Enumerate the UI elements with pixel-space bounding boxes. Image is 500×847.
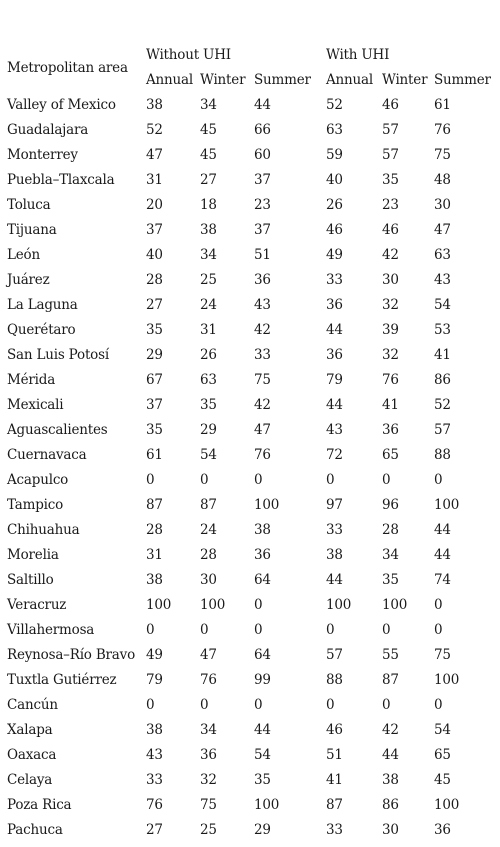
value-cell: 25	[200, 822, 217, 838]
value-cell: 38	[254, 522, 271, 538]
header-group-without-uhi: Without UHI	[146, 47, 231, 63]
value-cell: 100	[434, 497, 460, 513]
value-cell: 0	[434, 597, 443, 613]
value-cell: 54	[200, 447, 217, 463]
value-cell: 27	[200, 172, 217, 188]
value-cell: 30	[200, 572, 217, 588]
value-cell: 36	[254, 547, 271, 563]
value-cell: 36	[200, 747, 217, 763]
table-row	[7, 443, 496, 468]
table-row	[7, 793, 496, 818]
area-name-cell: Cuernavaca	[7, 447, 87, 463]
area-name-cell: Guadalajara	[7, 122, 89, 138]
value-cell: 45	[200, 147, 217, 163]
area-name-cell: Monterrey	[7, 147, 78, 163]
table-row	[7, 93, 496, 118]
value-cell: 86	[382, 797, 399, 813]
value-cell: 33	[254, 347, 271, 363]
value-cell: 42	[382, 247, 399, 263]
area-name-cell: Xalapa	[7, 722, 53, 738]
value-cell: 0	[200, 622, 209, 638]
value-cell: 43	[146, 747, 163, 763]
table-row	[7, 593, 496, 618]
value-cell: 28	[382, 522, 399, 538]
value-cell: 54	[434, 297, 451, 313]
table-row	[7, 243, 496, 268]
value-cell: 63	[326, 122, 343, 138]
value-cell: 37	[146, 222, 163, 238]
value-cell: 29	[254, 822, 271, 838]
area-name-cell: Pachuca	[7, 822, 63, 838]
value-cell: 0	[434, 472, 443, 488]
value-cell: 44	[254, 97, 271, 113]
value-cell: 47	[434, 222, 451, 238]
table-row	[7, 418, 496, 443]
value-cell: 33	[326, 822, 343, 838]
area-name-cell: Mexicali	[7, 397, 64, 413]
value-cell: 42	[382, 722, 399, 738]
table-row	[7, 768, 496, 793]
value-cell: 100	[254, 497, 280, 513]
area-name-cell: La Laguna	[7, 297, 78, 313]
value-cell: 0	[326, 622, 335, 638]
value-cell: 33	[146, 772, 163, 788]
value-cell: 42	[254, 322, 271, 338]
area-name-cell: Saltillo	[7, 572, 54, 588]
value-cell: 0	[434, 622, 443, 638]
value-cell: 54	[434, 722, 451, 738]
table-row	[7, 218, 496, 243]
value-cell: 18	[200, 197, 217, 213]
value-cell: 25	[200, 272, 217, 288]
value-cell: 28	[146, 272, 163, 288]
value-cell: 45	[200, 122, 217, 138]
value-cell: 38	[200, 222, 217, 238]
area-name-cell: Tuxtla Gutiérrez	[7, 672, 117, 688]
value-cell: 52	[434, 397, 451, 413]
value-cell: 88	[434, 447, 451, 463]
table-row	[7, 618, 496, 643]
area-name-cell: Cancún	[7, 697, 58, 713]
value-cell: 45	[434, 772, 451, 788]
value-cell: 0	[254, 597, 263, 613]
area-name-cell: Querétaro	[7, 322, 76, 338]
value-cell: 63	[200, 372, 217, 388]
value-cell: 46	[382, 97, 399, 113]
value-cell: 24	[200, 297, 217, 313]
value-cell: 34	[200, 247, 217, 263]
value-cell: 0	[146, 472, 155, 488]
area-name-cell: Aguascalientes	[7, 422, 108, 438]
value-cell: 34	[200, 722, 217, 738]
value-cell: 32	[382, 297, 399, 313]
value-cell: 27	[146, 297, 163, 313]
value-cell: 44	[382, 747, 399, 763]
value-cell: 74	[434, 572, 451, 588]
value-cell: 46	[382, 222, 399, 238]
value-cell: 61	[146, 447, 163, 463]
area-name-cell: Mérida	[7, 372, 56, 388]
value-cell: 52	[326, 97, 343, 113]
value-cell: 65	[382, 447, 399, 463]
header-sub-cell: Winter	[382, 72, 428, 88]
value-cell: 67	[146, 372, 163, 388]
value-cell: 34	[382, 547, 399, 563]
value-cell: 100	[382, 597, 408, 613]
value-cell: 41	[434, 347, 451, 363]
value-cell: 76	[382, 372, 399, 388]
value-cell: 41	[382, 397, 399, 413]
table-body	[7, 93, 496, 843]
value-cell: 52	[146, 122, 163, 138]
area-name-cell: Valley of Mexico	[7, 97, 116, 113]
value-cell: 57	[434, 422, 451, 438]
value-cell: 0	[254, 697, 263, 713]
value-cell: 100	[434, 797, 460, 813]
value-cell: 38	[326, 547, 343, 563]
table-row	[7, 693, 496, 718]
area-name-cell: Morelia	[7, 547, 59, 563]
value-cell: 0	[146, 622, 155, 638]
area-name-cell: Puebla–Tlaxcala	[7, 172, 115, 188]
value-cell: 32	[200, 772, 217, 788]
area-name-cell: Reynosa–Río Bravo	[7, 647, 136, 663]
value-cell: 61	[434, 97, 451, 113]
value-cell: 76	[254, 447, 271, 463]
value-cell: 35	[382, 572, 399, 588]
value-cell: 0	[254, 472, 263, 488]
value-cell: 43	[254, 297, 271, 313]
area-name-cell: Chihuahua	[7, 522, 80, 538]
table-row	[7, 368, 496, 393]
header-area-label: Metropolitan area	[7, 59, 128, 76]
value-cell: 31	[146, 172, 163, 188]
value-cell: 51	[254, 247, 271, 263]
value-cell: 36	[326, 297, 343, 313]
table-row	[7, 743, 496, 768]
value-cell: 41	[326, 772, 343, 788]
value-cell: 79	[146, 672, 163, 688]
value-cell: 64	[254, 572, 271, 588]
value-cell: 0	[434, 697, 443, 713]
table-row	[7, 168, 496, 193]
value-cell: 75	[200, 797, 217, 813]
table-row	[7, 493, 496, 518]
value-cell: 47	[146, 147, 163, 163]
area-name-cell: Villahermosa	[7, 622, 95, 638]
value-cell: 37	[254, 222, 271, 238]
value-cell: 29	[200, 422, 217, 438]
header-group-with-uhi: With UHI	[326, 47, 390, 63]
value-cell: 47	[200, 647, 217, 663]
value-cell: 100	[326, 597, 352, 613]
value-cell: 87	[146, 497, 163, 513]
table-row	[7, 718, 496, 743]
value-cell: 66	[254, 122, 271, 138]
value-cell: 31	[200, 322, 217, 338]
value-cell: 44	[434, 522, 451, 538]
value-cell: 75	[254, 372, 271, 388]
table-row	[7, 518, 496, 543]
value-cell: 0	[200, 472, 209, 488]
value-cell: 75	[434, 647, 451, 663]
value-cell: 29	[146, 347, 163, 363]
value-cell: 38	[382, 772, 399, 788]
value-cell: 48	[434, 172, 451, 188]
value-cell: 27	[146, 822, 163, 838]
area-name-cell: Tijuana	[7, 222, 57, 238]
uhi-table	[7, 43, 496, 843]
table-row	[7, 543, 496, 568]
value-cell: 44	[326, 572, 343, 588]
table-row	[7, 318, 496, 343]
value-cell: 0	[326, 697, 335, 713]
header-group-row	[7, 43, 496, 68]
value-cell: 23	[382, 197, 399, 213]
area-name-cell: Toluca	[7, 197, 51, 213]
header-sub-cell: Summer	[434, 72, 491, 88]
value-cell: 42	[254, 397, 271, 413]
value-cell: 87	[326, 797, 343, 813]
value-cell: 36	[382, 422, 399, 438]
table-row	[7, 568, 496, 593]
value-cell: 100	[434, 672, 460, 688]
area-name-cell: San Luis Potosí	[7, 347, 109, 363]
value-cell: 43	[434, 272, 451, 288]
value-cell: 0	[382, 697, 391, 713]
value-cell: 63	[434, 247, 451, 263]
table-row	[7, 143, 496, 168]
table-header	[7, 43, 496, 93]
value-cell: 0	[382, 622, 391, 638]
value-cell: 36	[326, 347, 343, 363]
value-cell: 0	[326, 472, 335, 488]
value-cell: 39	[382, 322, 399, 338]
value-cell: 38	[146, 572, 163, 588]
table-row	[7, 193, 496, 218]
value-cell: 34	[200, 97, 217, 113]
value-cell: 49	[146, 647, 163, 663]
value-cell: 65	[434, 747, 451, 763]
value-cell: 37	[146, 397, 163, 413]
value-cell: 87	[200, 497, 217, 513]
area-name-cell: Celaya	[7, 772, 53, 788]
table-row	[7, 118, 496, 143]
value-cell: 96	[382, 497, 399, 513]
value-cell: 36	[434, 822, 451, 838]
table-row	[7, 643, 496, 668]
value-cell: 24	[200, 522, 217, 538]
value-cell: 57	[326, 647, 343, 663]
value-cell: 55	[382, 647, 399, 663]
value-cell: 59	[326, 147, 343, 163]
value-cell: 36	[254, 272, 271, 288]
value-cell: 20	[146, 197, 163, 213]
area-name-cell: Oaxaca	[7, 747, 57, 763]
value-cell: 86	[434, 372, 451, 388]
value-cell: 44	[326, 397, 343, 413]
value-cell: 35	[200, 397, 217, 413]
value-cell: 64	[254, 647, 271, 663]
value-cell: 75	[434, 147, 451, 163]
table-row	[7, 468, 496, 493]
header-sub-cell: Winter	[200, 72, 246, 88]
value-cell: 38	[146, 97, 163, 113]
value-cell: 100	[254, 797, 280, 813]
area-name-cell: Poza Rica	[7, 797, 72, 813]
value-cell: 26	[200, 347, 217, 363]
value-cell: 0	[254, 622, 263, 638]
value-cell: 72	[326, 447, 343, 463]
value-cell: 44	[434, 547, 451, 563]
value-cell: 28	[146, 522, 163, 538]
value-cell: 30	[434, 197, 451, 213]
value-cell: 35	[382, 172, 399, 188]
table-row	[7, 818, 496, 843]
value-cell: 33	[326, 522, 343, 538]
value-cell: 76	[146, 797, 163, 813]
value-cell: 57	[382, 147, 399, 163]
value-cell: 31	[146, 547, 163, 563]
value-cell: 57	[382, 122, 399, 138]
value-cell: 46	[326, 222, 343, 238]
value-cell: 35	[146, 322, 163, 338]
value-cell: 32	[382, 347, 399, 363]
value-cell: 88	[326, 672, 343, 688]
value-cell: 100	[200, 597, 226, 613]
area-name-cell: Juárez	[7, 272, 50, 288]
area-name-cell: Acapulco	[7, 472, 69, 488]
value-cell: 44	[254, 722, 271, 738]
value-cell: 35	[254, 772, 271, 788]
value-cell: 100	[146, 597, 172, 613]
value-cell: 44	[326, 322, 343, 338]
area-name-cell: León	[7, 247, 40, 263]
value-cell: 76	[434, 122, 451, 138]
value-cell: 99	[254, 672, 271, 688]
value-cell: 23	[254, 197, 271, 213]
value-cell: 79	[326, 372, 343, 388]
value-cell: 0	[382, 472, 391, 488]
table-row	[7, 268, 496, 293]
header-sub-cell: Annual	[146, 72, 193, 88]
value-cell: 30	[382, 822, 399, 838]
value-cell: 37	[254, 172, 271, 188]
value-cell: 51	[326, 747, 343, 763]
value-cell: 46	[326, 722, 343, 738]
value-cell: 40	[146, 247, 163, 263]
value-cell: 97	[326, 497, 343, 513]
header-sub-cell: Summer	[254, 72, 311, 88]
value-cell: 60	[254, 147, 271, 163]
value-cell: 35	[146, 422, 163, 438]
value-cell: 30	[382, 272, 399, 288]
area-name-cell: Tampico	[7, 497, 64, 513]
value-cell: 33	[326, 272, 343, 288]
value-cell: 0	[146, 697, 155, 713]
value-cell: 38	[146, 722, 163, 738]
table-row	[7, 343, 496, 368]
area-name-cell: Veracruz	[7, 597, 67, 613]
value-cell: 53	[434, 322, 451, 338]
table-row	[7, 668, 496, 693]
value-cell: 43	[326, 422, 343, 438]
table-row	[7, 293, 496, 318]
value-cell: 54	[254, 747, 271, 763]
value-cell: 26	[326, 197, 343, 213]
header-sub-cell: Annual	[326, 72, 373, 88]
value-cell: 47	[254, 422, 271, 438]
value-cell: 40	[326, 172, 343, 188]
value-cell: 87	[382, 672, 399, 688]
value-cell: 0	[200, 697, 209, 713]
value-cell: 28	[200, 547, 217, 563]
value-cell: 49	[326, 247, 343, 263]
value-cell: 76	[200, 672, 217, 688]
table-row	[7, 393, 496, 418]
